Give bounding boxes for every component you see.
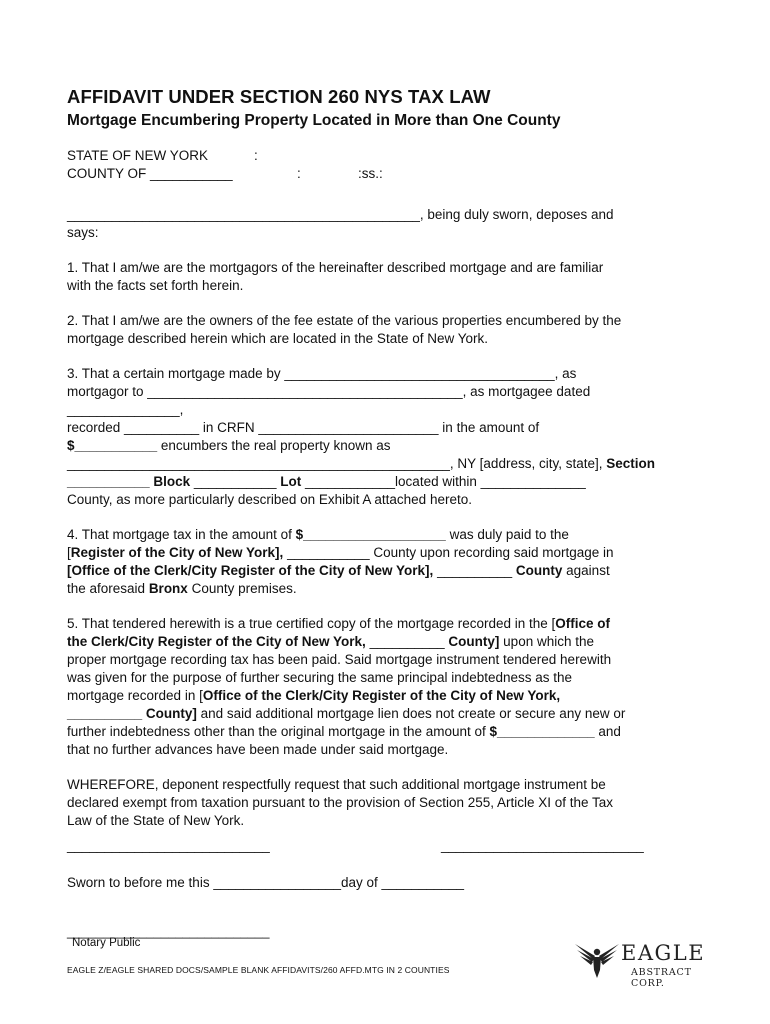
affidavit-document bbox=[67, 86, 707, 892]
venue-state-colon: : bbox=[254, 148, 258, 163]
paragraph-line: the Clerk/City Register of the City of New York, __________ County] upon which the bbox=[67, 634, 594, 649]
paragraph-line: ___________________________________________________, NY [address, city, state], Section bbox=[67, 456, 655, 471]
paragraph-line: declared exempt from taxation pursuant to the provision of Section 255, Article XI of the Tax bbox=[67, 795, 614, 810]
signature-lines bbox=[67, 838, 707, 856]
paragraph-line: mortgagor to __________________________________________, as mortgagee dated bbox=[67, 384, 591, 399]
paragraph-line: [Office of the Clerk/City Register of the City of New York], __________ County against bbox=[67, 563, 610, 578]
paragraph-line: 4. That mortgage tax in the amount of $___________________ was duly paid to the bbox=[67, 527, 569, 542]
venue-ss: :ss.: bbox=[358, 166, 383, 181]
paragraph-line: 3. That a certain mortgage made by ____________________________________, as bbox=[67, 366, 577, 381]
paragraph-line: mortgage recorded in [Office of the Clerk/City Register of the City of New York, bbox=[67, 688, 561, 703]
notary-signature-line[interactable]: ____________________________ bbox=[67, 924, 270, 939]
notary-label: Notary Public bbox=[72, 937, 141, 949]
paragraph-line: __________ County] and said additional mortgage lien does not create or secure any new or bbox=[67, 706, 626, 721]
paragraph-line: further indebtedness other than the original mortgage in the amount of $_____________ and bbox=[67, 724, 621, 739]
paragraph-line: 5. That tendered herewith is a true certified copy of the mortgage recorded in the [Office of bbox=[67, 616, 611, 631]
paragraph-3 bbox=[67, 365, 707, 509]
paragraph-line: proper mortgage recording tax has been paid. Said mortgage instrument tendered herewith bbox=[67, 652, 612, 667]
paragraph-line: ___________ Block ___________ Lot ____________located within ______________ bbox=[67, 474, 586, 489]
paragraph-line: Law of the State of New York. bbox=[67, 813, 245, 828]
paragraph-line: was given for the purpose of further securing the same principal indebtedness as the bbox=[67, 670, 573, 685]
intro-line: _______________________________________________, being duly sworn, deposes and bbox=[67, 207, 614, 222]
paragraph-line: County, as more particularly described on Exhibit A attached hereto. bbox=[67, 492, 472, 507]
second-signature-line[interactable]: ___________________________ bbox=[441, 838, 644, 853]
paragraph-line: the aforesaid Bronx County premises. bbox=[67, 581, 297, 596]
paragraph-line: recorded __________ in CRFN ________________________ in the amount of bbox=[67, 420, 540, 435]
paragraph-line: mortgage described herein which are located in the State of New York. bbox=[67, 331, 488, 346]
logo-name: EAGLE bbox=[621, 941, 706, 965]
wherefore-paragraph bbox=[67, 776, 707, 830]
paragraph-4 bbox=[67, 526, 707, 598]
venue-county-colon: : bbox=[297, 166, 301, 181]
paragraph-line: that no further advances have been made under said mortgage. bbox=[67, 742, 449, 757]
paragraph-5 bbox=[67, 615, 707, 759]
paragraph-2 bbox=[67, 312, 707, 348]
logo-subtitle: ABSTRACT CORP. bbox=[631, 967, 692, 989]
footer-path: EAGLE Z/EAGLE SHARED DOCS/SAMPLE BLANK AFFIDAVITS/260 AFFD.MTG IN 2 COUNTIES bbox=[67, 965, 450, 975]
document-subtitle: Mortgage Encumbering Property Located in More than One County bbox=[67, 112, 561, 129]
intro-paragraph bbox=[67, 206, 707, 242]
paragraph-line: $___________ encumbers the real property known as bbox=[67, 438, 391, 453]
paragraph-line: 2. That I am/we are the owners of the fee estate of the various properties encumbered by the bbox=[67, 313, 622, 328]
intro-line: says: bbox=[67, 225, 99, 240]
sworn-line: Sworn to before me this _________________day of ___________ bbox=[67, 875, 465, 890]
paragraph-line: 1. That I am/we are the mortgagors of the hereinafter described mortgage and are familiar bbox=[67, 260, 604, 275]
jurat bbox=[67, 874, 707, 892]
paragraph-1 bbox=[67, 259, 707, 295]
venue-state: STATE OF NEW YORK bbox=[67, 148, 209, 163]
venue-block bbox=[67, 147, 707, 183]
paragraph-line: [Register of the City of New York], ___________ County upon recording said mortgage in bbox=[67, 545, 614, 560]
paragraph-line: WHEREFORE, deponent respectfully request that such additional mortgage instrument be bbox=[67, 777, 606, 792]
venue-county: COUNTY OF ___________ bbox=[67, 166, 233, 181]
paragraph-line: with the facts set forth herein. bbox=[67, 278, 244, 293]
deponent-signature-line[interactable]: ___________________________ bbox=[67, 838, 270, 853]
eagle-abstract-logo bbox=[573, 940, 723, 989]
amount-blank: $___________ bbox=[67, 438, 158, 453]
paragraph-line: _______________, bbox=[67, 402, 184, 417]
eagle-icon bbox=[573, 940, 621, 980]
document-title: AFFIDAVIT UNDER SECTION 260 NYS TAX LAW bbox=[67, 86, 491, 107]
